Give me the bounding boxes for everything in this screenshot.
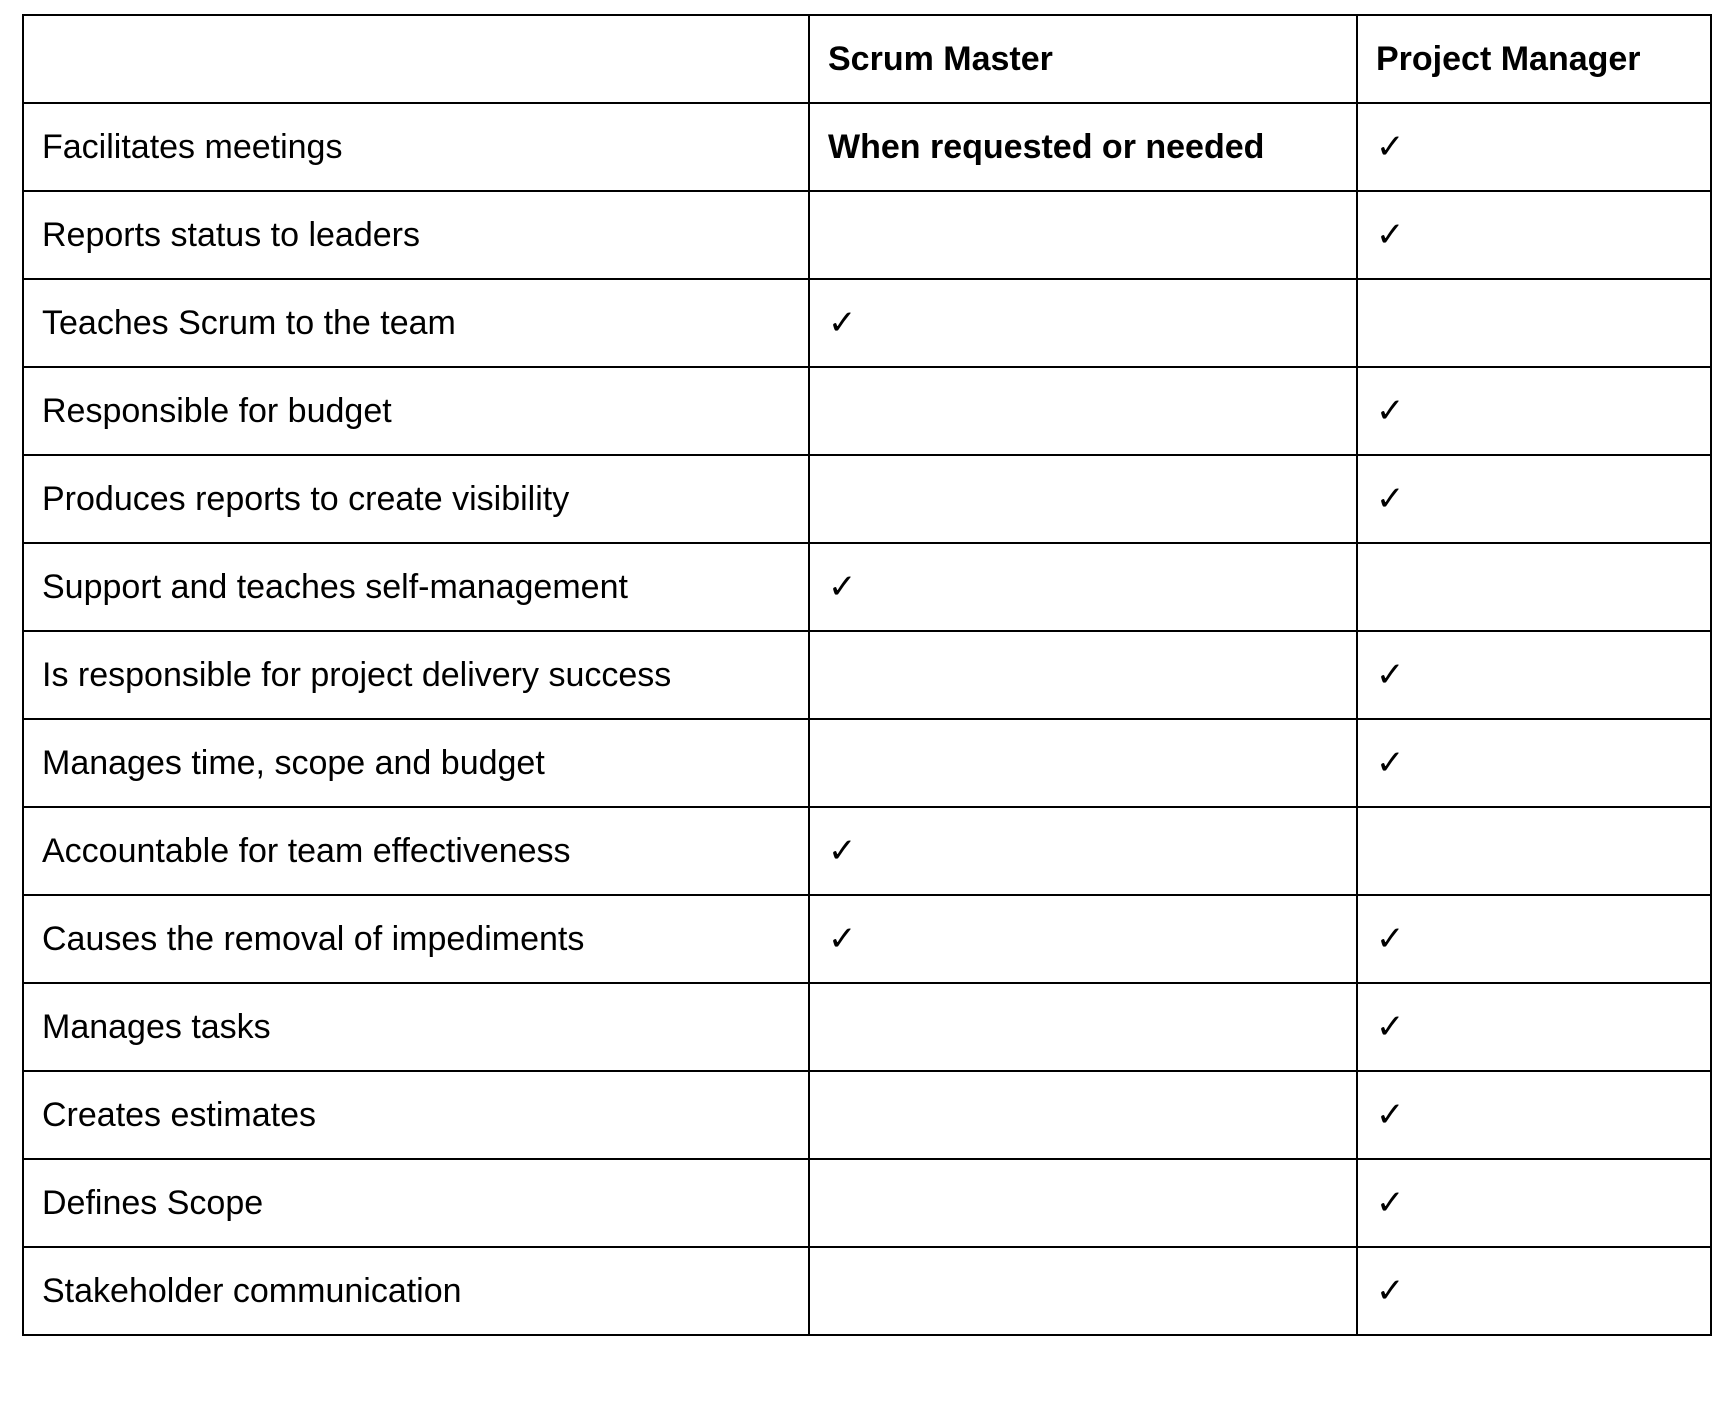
table-row (23, 983, 1711, 1071)
table-row (23, 279, 1711, 367)
table-row (23, 895, 1711, 983)
scrum-master-cell (809, 543, 1357, 631)
row-label-cell: Support and teaches self-management (23, 543, 809, 631)
scrum-master-cell (809, 191, 1357, 279)
table-row (23, 1071, 1711, 1159)
checkmark-icon: ✓ (828, 918, 857, 959)
header-cell-responsibility (23, 15, 809, 103)
project-manager-cell (1357, 719, 1711, 807)
project-manager-cell (1357, 983, 1711, 1071)
scrum-master-cell (809, 367, 1357, 455)
checkmark-icon: ✓ (1376, 1094, 1405, 1135)
checkmark-icon: ✓ (1376, 214, 1405, 255)
row-label-cell: Facilitates meetings (23, 103, 809, 191)
project-manager-cell (1357, 1247, 1711, 1335)
table-row (23, 191, 1711, 279)
comparison-table-container (22, 14, 1712, 1336)
checkmark-icon: ✓ (828, 566, 857, 607)
project-manager-cell (1357, 455, 1711, 543)
cell-note-text: When requested or needed (828, 127, 1265, 166)
row-label-cell: Manages time, scope and budget (23, 719, 809, 807)
header-cell-project-manager: Project Manager (1357, 15, 1711, 103)
checkmark-icon: ✓ (1376, 654, 1405, 695)
project-manager-cell (1357, 895, 1711, 983)
row-label-cell: Defines Scope (23, 1159, 809, 1247)
table-body (23, 103, 1711, 1335)
row-label-cell: Causes the removal of impediments (23, 895, 809, 983)
row-label-cell: Stakeholder communication (23, 1247, 809, 1335)
table-row (23, 543, 1711, 631)
row-label-cell: Accountable for team effectiveness (23, 807, 809, 895)
scrum-master-cell (809, 103, 1357, 191)
row-label-cell: Responsible for budget (23, 367, 809, 455)
project-manager-cell (1357, 367, 1711, 455)
comparison-table (22, 14, 1712, 1336)
project-manager-cell (1357, 1159, 1711, 1247)
scrum-master-cell (809, 631, 1357, 719)
table-row (23, 103, 1711, 191)
checkmark-icon: ✓ (1376, 1182, 1405, 1223)
scrum-master-cell (809, 719, 1357, 807)
scrum-master-cell (809, 279, 1357, 367)
scrum-master-cell (809, 1247, 1357, 1335)
table-row (23, 807, 1711, 895)
project-manager-cell (1357, 279, 1711, 367)
scrum-master-cell (809, 1071, 1357, 1159)
scrum-master-cell (809, 455, 1357, 543)
scrum-master-cell (809, 895, 1357, 983)
checkmark-icon: ✓ (1376, 478, 1405, 519)
table-row (23, 631, 1711, 719)
checkmark-icon: ✓ (1376, 390, 1405, 431)
project-manager-cell (1357, 543, 1711, 631)
row-label-cell: Manages tasks (23, 983, 809, 1071)
table-row (23, 455, 1711, 543)
table-row (23, 1159, 1711, 1247)
row-label-cell: Creates estimates (23, 1071, 809, 1159)
table-row (23, 1247, 1711, 1335)
checkmark-icon: ✓ (1376, 126, 1405, 167)
row-label-cell: Produces reports to create visibility (23, 455, 809, 543)
project-manager-cell (1357, 631, 1711, 719)
row-label-cell: Is responsible for project delivery success (23, 631, 809, 719)
checkmark-icon: ✓ (828, 830, 857, 871)
project-manager-cell (1357, 103, 1711, 191)
checkmark-icon: ✓ (1376, 1270, 1405, 1311)
checkmark-icon: ✓ (1376, 1006, 1405, 1047)
table-row (23, 367, 1711, 455)
checkmark-icon: ✓ (828, 302, 857, 343)
checkmark-icon: ✓ (1376, 742, 1405, 783)
row-label-cell: Reports status to leaders (23, 191, 809, 279)
project-manager-cell (1357, 1071, 1711, 1159)
scrum-master-cell (809, 807, 1357, 895)
project-manager-cell (1357, 807, 1711, 895)
checkmark-icon: ✓ (1376, 918, 1405, 959)
row-label-cell: Teaches Scrum to the team (23, 279, 809, 367)
scrum-master-cell (809, 1159, 1357, 1247)
table-header-row (23, 15, 1711, 103)
table-row (23, 719, 1711, 807)
header-cell-scrum-master: Scrum Master (809, 15, 1357, 103)
project-manager-cell (1357, 191, 1711, 279)
scrum-master-cell (809, 983, 1357, 1071)
